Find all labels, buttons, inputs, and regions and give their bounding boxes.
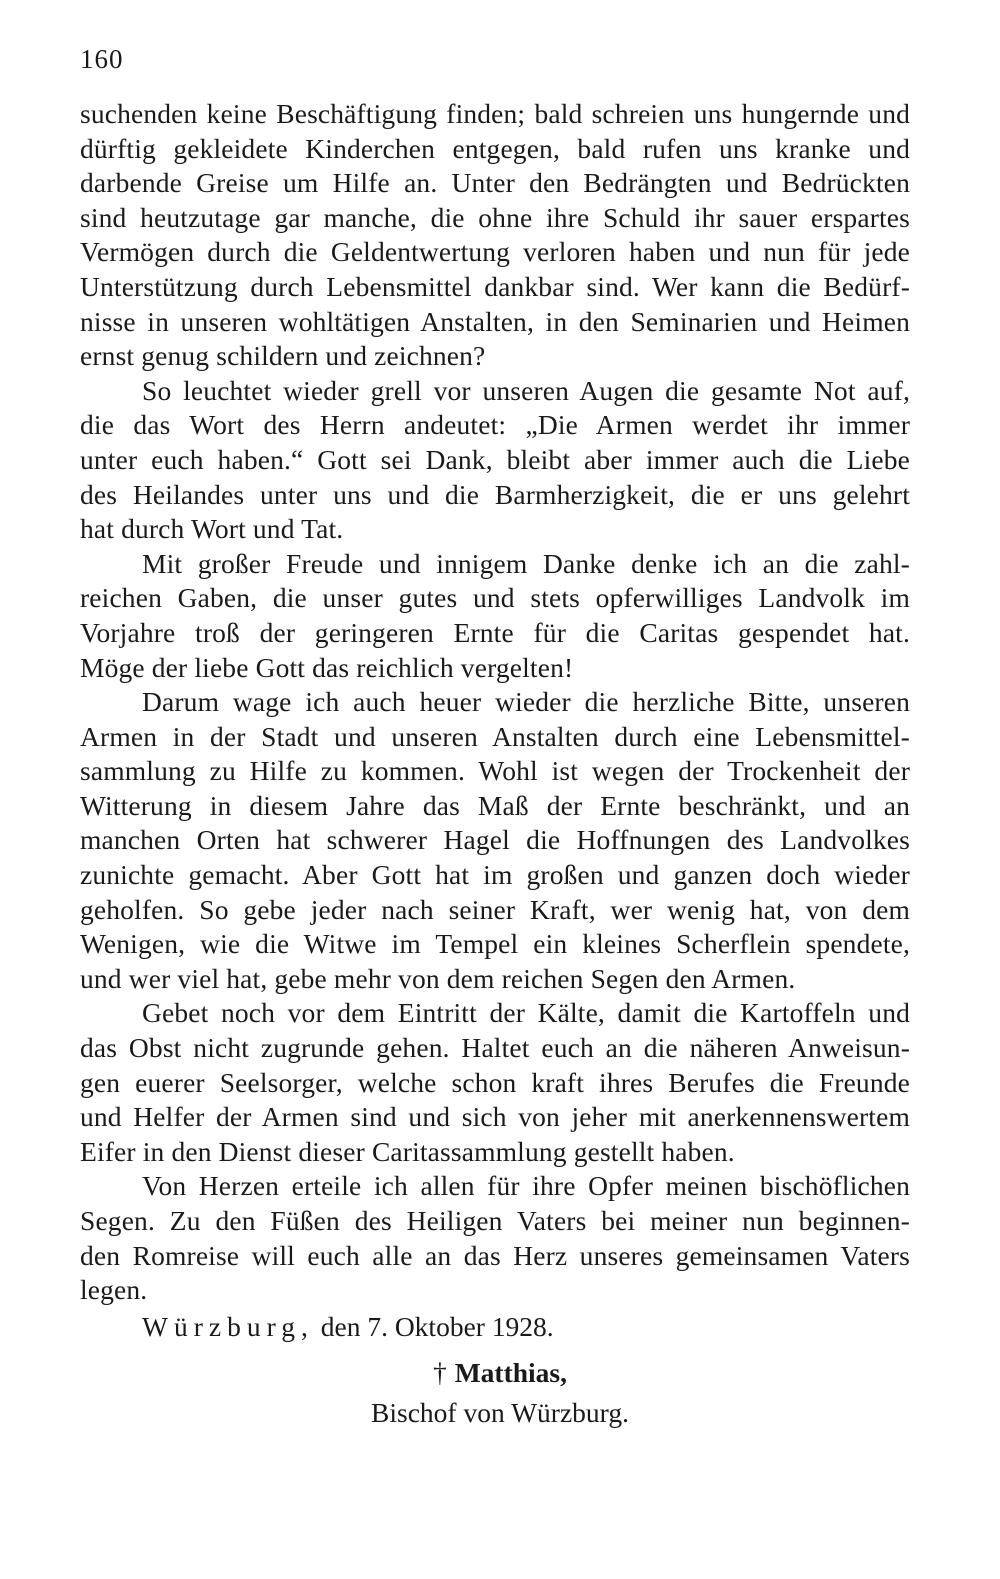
text-line: und wer viel hat, gebe mehr von dem reichen Segen den Armen. [80,962,796,994]
text-line: die das Wort des Herrn andeutet: „Die Armen werdet ihr immer [80,409,910,441]
text-line: Witterung in diesem Jahre das Maß der Ernte beschränkt, und an [80,789,910,821]
text-line: zunichte gemacht. Aber Gott hat im großen und ganzen doch wieder [80,859,910,891]
text-line: sind heutzutage gar manche, die ohne ihre Schuld ihr sauer erspartes [80,201,910,233]
text-line: des Heilandes unter uns und die Barmherzigkeit, die er uns gelehrt [80,478,910,510]
text-line: sammlung zu Hilfe zu kommen. Wohl ist wegen der Trockenheit der [80,755,910,787]
text-line: Möge der liebe Gott das reichlich vergelten! [80,651,574,683]
text-line: Vermögen durch die Geldentwertung verloren haben und nun für jede [80,236,910,268]
text-line: unter euch haben.“ Gott sei Dank, bleibt aber immer auch die Liebe [80,443,910,475]
paragraph-start-line: Darum wage ich auch heuer wieder die herzliche Bitte, unseren [142,686,910,718]
text-line: Segen. Zu den Füßen des Heiligen Vaters bei meiner nun beginnen- [80,1205,910,1236]
paragraph-start-line: Von Herzen erteile ich allen für ihre Opfer meinen bischöflichen [142,1170,910,1202]
letter-body [80,97,910,1308]
dateline [142,1311,554,1343]
text-line: das Obst nicht zugrunde gehen. Haltet euch an die näheren Anweisun- [80,1032,910,1064]
text-line: geholfen. So gebe jeder nach seiner Kraft, wer wenig hat, von dem [80,893,910,925]
text-line: manchen Orten hat schwerer Hagel die Hoffnungen des Landvolkes [80,824,910,856]
text-line: hat durch Wort und Tat. [80,513,344,545]
signature-block [300,1353,700,1433]
text-line: Unterstützung durch Lebensmittel dankbar sind. Wer kann die Bedürf- [80,270,910,302]
text-line: ernst genug schildern und zeichnen? [80,340,486,372]
text-line: und Helfer der Armen sind und sich von jeher mit anerkennenswertem [80,1101,910,1133]
text-line: darbende Greise um Hilfe an. Unter den Bedrängten und Bedrückten [80,167,910,199]
signature-name-line [300,1353,700,1393]
signature-role: Bischof von Würzburg. [371,1397,629,1428]
paragraph-start-line: Mit großer Freude und innigem Danke denke ich an die zahl- [142,547,910,579]
text-line: Armen in der Stadt und unseren Anstalten durch eine Lebensmittel- [80,720,910,752]
text-line: dürftig gekleidete Kinderchen entgegen, bald rufen uns kranke und [80,132,910,164]
text-line: gen euerer Seelsorger, welche schon kraft ihres Berufes die Freunde [80,1066,910,1098]
text-line: Eifer in den Dienst dieser Caritassammlung gestellt haben. [80,1135,735,1167]
page-number: 160 [80,44,124,74]
text-line: Wenigen, wie die Witwe im Tempel ein kleines Scherflein spendete, [80,928,910,960]
signature-name: Matthias, [454,1357,568,1388]
cross-icon: † [432,1357,447,1388]
paragraph-start-line: Gebet noch vor dem Eintritt der Kälte, damit die Kartoffeln und [142,997,910,1029]
dateline-date: den 7. Oktober 1928. [320,1311,554,1342]
text-line: Vorjahre troß der geringeren Ernte für die Caritas gespendet hat. [80,616,910,648]
text-line: reichen Gaben, die unser gutes und stets opferwilliges Landvolk im [80,582,910,614]
text-line: legen. [80,1274,148,1306]
text-line: den Romreise will euch alle an das Herz unseres gemeinsamen Vaters [80,1239,910,1271]
text-line: suchenden keine Beschäftigung finden; bald schreien uns hungernde und [80,98,910,129]
dateline-place: Würzburg, [142,1311,314,1342]
text-line: nisse in unseren wohltätigen Anstalten, in den Seminarien und Heimen [80,305,910,337]
paragraph-start-line: So leuchtet wieder grell vor unseren Augen die gesamte Not auf, [142,374,910,406]
